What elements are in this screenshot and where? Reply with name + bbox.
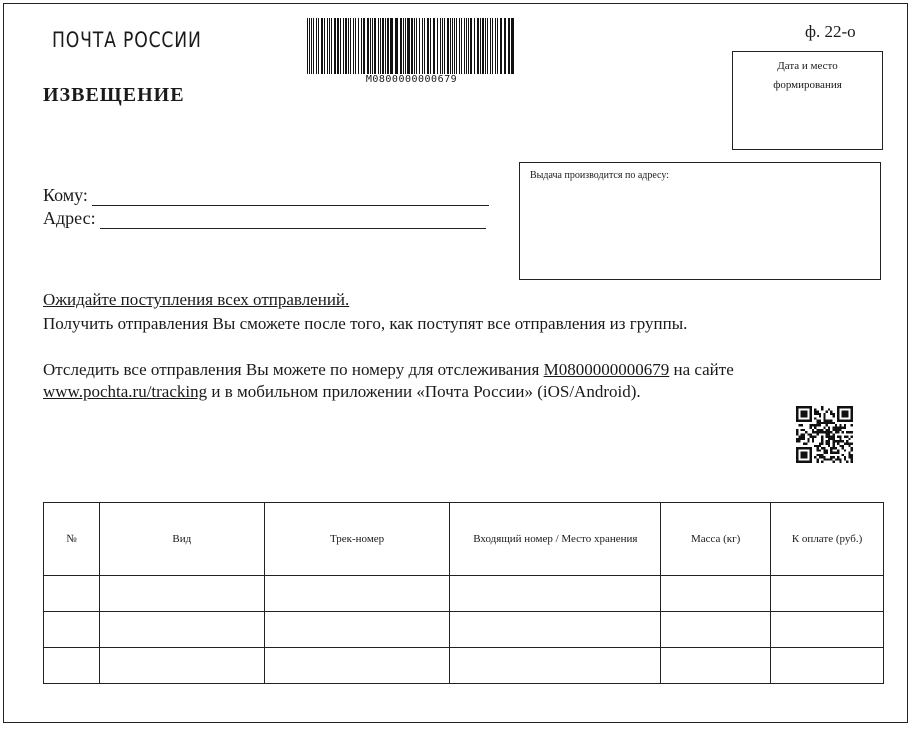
table-cell	[99, 648, 264, 684]
address-line	[100, 213, 486, 229]
table-cell	[771, 576, 884, 612]
table-cell	[99, 612, 264, 648]
items-table	[43, 502, 884, 684]
date-box-label-1: Дата и место	[777, 60, 838, 72]
table-header-cell: Масса (кг)	[661, 503, 771, 576]
page-title: ИЗВЕЩЕНИЕ	[43, 84, 185, 106]
qr-code	[796, 406, 853, 463]
table-cell	[264, 648, 450, 684]
table-cell	[771, 612, 884, 648]
address-field	[43, 208, 486, 229]
date-box-label-2: формирования	[773, 79, 842, 91]
table-cell	[99, 576, 264, 612]
recipient-label: Кому:	[43, 185, 88, 205]
tracking-site-link[interactable]: www.pochta.ru/tracking	[43, 382, 208, 401]
pickup-address-box	[519, 162, 881, 280]
tracking-suffix: на сайте	[669, 360, 734, 379]
table-cell	[661, 576, 771, 612]
post-logo: ПОЧТА РОССИИ	[52, 28, 202, 52]
table-header-cell: Вид	[99, 503, 264, 576]
pickup-label: Выдача производится по адресу:	[530, 170, 669, 181]
table-row	[44, 612, 884, 648]
table-cell	[661, 648, 771, 684]
table-cell	[450, 612, 661, 648]
table-row	[44, 648, 884, 684]
table-cell	[771, 648, 884, 684]
table-cell	[44, 576, 100, 612]
table-header-cell: К оплате (руб.)	[771, 503, 884, 576]
table-cell	[44, 648, 100, 684]
table-cell	[450, 576, 661, 612]
table-header-cell: Трек-номер	[264, 503, 450, 576]
form-code: ф. 22-о	[805, 22, 856, 41]
tracking-line-2	[43, 382, 641, 402]
recipient-field	[43, 185, 489, 206]
table-header-cell: Входящий номер / Место хранения	[450, 503, 661, 576]
date-place-box	[732, 51, 883, 150]
address-label: Адрес:	[43, 208, 96, 228]
table-header-row	[44, 503, 884, 576]
table-cell	[264, 576, 450, 612]
notice-text: Получить отправления Вы сможете после того, как поступят все отправления из группы.	[43, 314, 688, 333]
table-row	[44, 576, 884, 612]
table-cell	[661, 612, 771, 648]
tracking-prefix: Отследить все отправления Вы можете по номеру для отслеживания	[43, 360, 544, 379]
recipient-line	[92, 190, 489, 206]
table-cell	[450, 648, 661, 684]
notice-heading: Ожидайте поступления всех отправлений.	[43, 290, 350, 309]
barcode-number: M0800000000679	[365, 74, 458, 85]
tracking-line-1	[43, 360, 734, 380]
table-cell	[264, 612, 450, 648]
barcode	[305, 18, 518, 74]
tracking-app-text: и в мобильном приложении «Почта России» (iOS/Android).	[207, 382, 641, 401]
table-body	[44, 576, 884, 684]
tracking-number: M0800000000679	[543, 360, 670, 379]
table-header-cell: №	[44, 503, 100, 576]
table-cell	[44, 612, 100, 648]
